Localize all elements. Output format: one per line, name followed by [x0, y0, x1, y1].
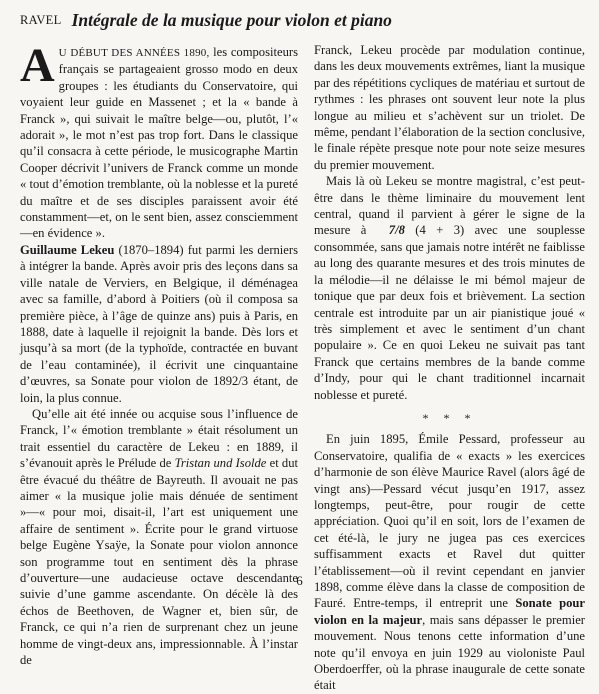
ravel-text-a: En juin 1895, Émile Pessard, professeur au Conservatoire, qualifia de « exacts » les exercices d’harmonie de son élève Maurice Ravel (alors âgé de vingt ans)—Pessard vécut jusqu’en 1917, assez longtemps, peut-être, pour rougir de cette appréciation. Quoi qu’il en soit, lors de l’examen de cet été-là, le jury ne jugea pas ces exercices suffisamment exacts et Ravel dut quitter l’établissement—où il revint cependant en janvier 1898, comme élève dans la classe de composition de Fauré. Entre-temps, il entreprit une: [314, 432, 585, 611]
time-signature-symbol: 7/8: [388, 223, 405, 238]
emotion-text-a: Qu’elle ait été innée ou acquise sous l’influence de Franck, l’« émotion tremblante » était résolument un trait essentiel du caractère de Lekeu : en 1889, il s’évanouit après le Prélude de: [20, 406, 298, 471]
paragraph-ravel: [314, 431, 585, 694]
work-title-sonate: Sonate pour violon en la majeur: [314, 596, 585, 627]
composer-name: RAVEL: [20, 13, 62, 27]
intro-text: les compositeurs français se partageaient grosso modo en deux groupes : les étudiants du Conservatoire, qui voyaient leur guide en Massenet ; et la « bande à Franck », qui suivait le maître belge—ou, plutôt, l’« adorait », le mot n’est pas trop fort. Dans le classique qu’il consacra à cette période, le musicographe Martin Cooper décrivit l’univers de Franck comme un monde « tout d’émotion tremblante, où la noblesse et la pureté du maître et de ses disciples paraissent avoir été constamment—et, on le sent bien, assez consciemment—en évidence ».: [20, 45, 298, 241]
opening-small-caps: U DÉBUT DES ANNÉES 1890,: [58, 47, 210, 59]
paragraph-slow-movement: [314, 173, 585, 403]
page-header: [20, 10, 590, 34]
slow-movement-text-b: (4 + 3) avec une souplesse consommée, sans que jamais notre intérêt ne faiblisse au long des quarante mesures et des trois minutes de la mélodie—il ne délaisse le mi bémol majeur de tonique que par deux fois et brièvement. La section centrale est introduite par un air pianistique joué « très simplement et avec le sentiment d’un chant populaire ». Ce en quoi Lekeu ne suivait pas tant Franck que certains membres de la bande comme d’Indy, pour qui le chant traditionnel incarnait noblesse et pureté.: [314, 223, 585, 402]
ravel-text-b: , mais sans dépasser le premier mouvement. Nous tenons cette information d’une note qu’il envoya en juin 1929 au violoniste Paul Oberdoerffer, où la phrase inaugurale de cette sonate était: [314, 612, 585, 693]
slow-movement-text-a: Mais là où Lekeu se montre magistral, c’est peut-être dans le thème liminaire du mouvement lent central, quand il parvient à gérer le signe de la mesure à: [314, 174, 585, 238]
emotion-text-b: et dut être évacué du théâtre de Bayreuth. Il avouait ne pas aimer « la musique jolie mais dénuée de sentiment »—« pour moi, disait-il, l’art est uniquement une affaire de sentiment ». Écrite pour le grand virtuose belge Eugène Ysaÿe, la Sonate pour violon annonce son programme tout en sentiment dès la phrase d’ouverture—une audacieuse octave descendante suivie d’une gamme ascendante. On décèle là des échos de Beethoven, de Wagner et, bien sûr, de Franck, ce qui n’a rien de surprenant chez un jeune homme de vingt-deux ans, impressionnable. À l’instar de: [20, 456, 299, 668]
paragraph-intro: [20, 39, 298, 242]
lekeu-name: Guillaume Lekeu: [20, 242, 115, 257]
page-title: Intégrale de la musique pour violon et piano: [71, 10, 392, 30]
right-column: [314, 42, 585, 694]
work-title-tristan: Tristan und Isolde: [174, 456, 267, 471]
drop-cap: A: [20, 39, 55, 92]
section-separator: * * *: [422, 410, 477, 425]
paragraph-emotion: [20, 406, 298, 669]
page-number: 6: [296, 573, 303, 588]
paragraph-continuation: Franck, Lekeu procède par modulation continue, dans les deux mouvements extrêmes, liant la musique par des répétitions cycliques de matériau et surtout de rythmes : les phrases ont souvent leur note la plus longue au milieu et s’achèvent sur un triolet. De même, pendant l’élaboration de la section conclusive, le finale répète presque note pour note seize mesures du premier mouvement.: [314, 43, 585, 172]
paragraph-lekeu: [20, 242, 298, 406]
lekeu-bio-text: (1870–1894) fut parmi les derniers à intégrer la bande. Après avoir pris des leçons dans sa ville natale de Verviers, en Belgique, il déménagea avec sa famille, d’abord à Poitiers (où il composa sa première pièce, à l’âge de quinze ans) puis à Paris, en 1888, date à laquelle il rejoignit la bande. Dès lors et jusqu’à sa mort (de la typhoïde, contractée en buvant de l’eau contaminée), il écrivit une cinquantaine d’œuvres, sa Sonate pour violon de 1892/3 étant, de loin, la plus connue.: [20, 242, 298, 405]
